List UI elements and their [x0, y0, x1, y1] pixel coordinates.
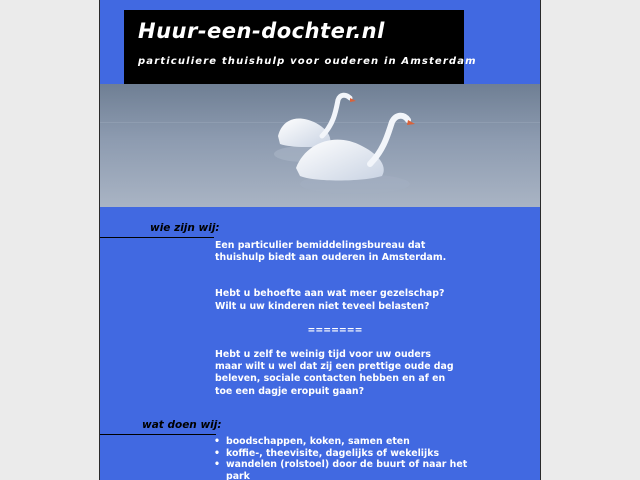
bullet-icon: • — [214, 436, 220, 447]
site-tagline: particuliere thuishulp voor ouderen in Amsterdam — [138, 56, 477, 67]
site-header — [124, 10, 477, 84]
service-label: boodschappen, koken, samen eten — [226, 436, 410, 447]
service-label: wandelen (rolstoel) door de buurt of naar het park — [226, 459, 468, 480]
about-paragraph-1: Een particulier bemiddelingsbureau dat thuishulp biedt aan ouderen in Amsterdam. — [215, 240, 447, 264]
about-heading: wie zijn wij: — [150, 222, 220, 234]
services-heading-rule — [100, 434, 216, 435]
about-paragraph-3: Hebt u zelf te weinig tijd voor uw ouders maar wilt u wel dat zij een prettige oude dag beleven, sociale contacten hebben en af en toe een dagje eropuit gaan? — [215, 349, 454, 397]
bullet-icon: • — [214, 447, 220, 459]
about-paragraph-2: Hebt u behoefte aan wat meer gezelschap? Wilt u uw kinderen niet teveel belasten? — [215, 288, 445, 312]
service-label: koffie-, theevisite, dagelijks of wekelijks — [226, 447, 440, 459]
about-separator: ======= — [307, 324, 363, 336]
services-heading: wat doen wij: — [142, 419, 222, 431]
bullet-icon: • — [214, 459, 220, 470]
list-item — [213, 448, 473, 460]
site-title: Huur-een-dochter.nl — [138, 19, 385, 43]
list-item — [213, 459, 473, 480]
list-item — [213, 436, 473, 448]
content-column — [99, 0, 541, 480]
swan-photo — [100, 84, 540, 207]
about-text — [215, 240, 455, 398]
services-list — [213, 436, 473, 480]
about-heading-rule — [100, 237, 214, 238]
